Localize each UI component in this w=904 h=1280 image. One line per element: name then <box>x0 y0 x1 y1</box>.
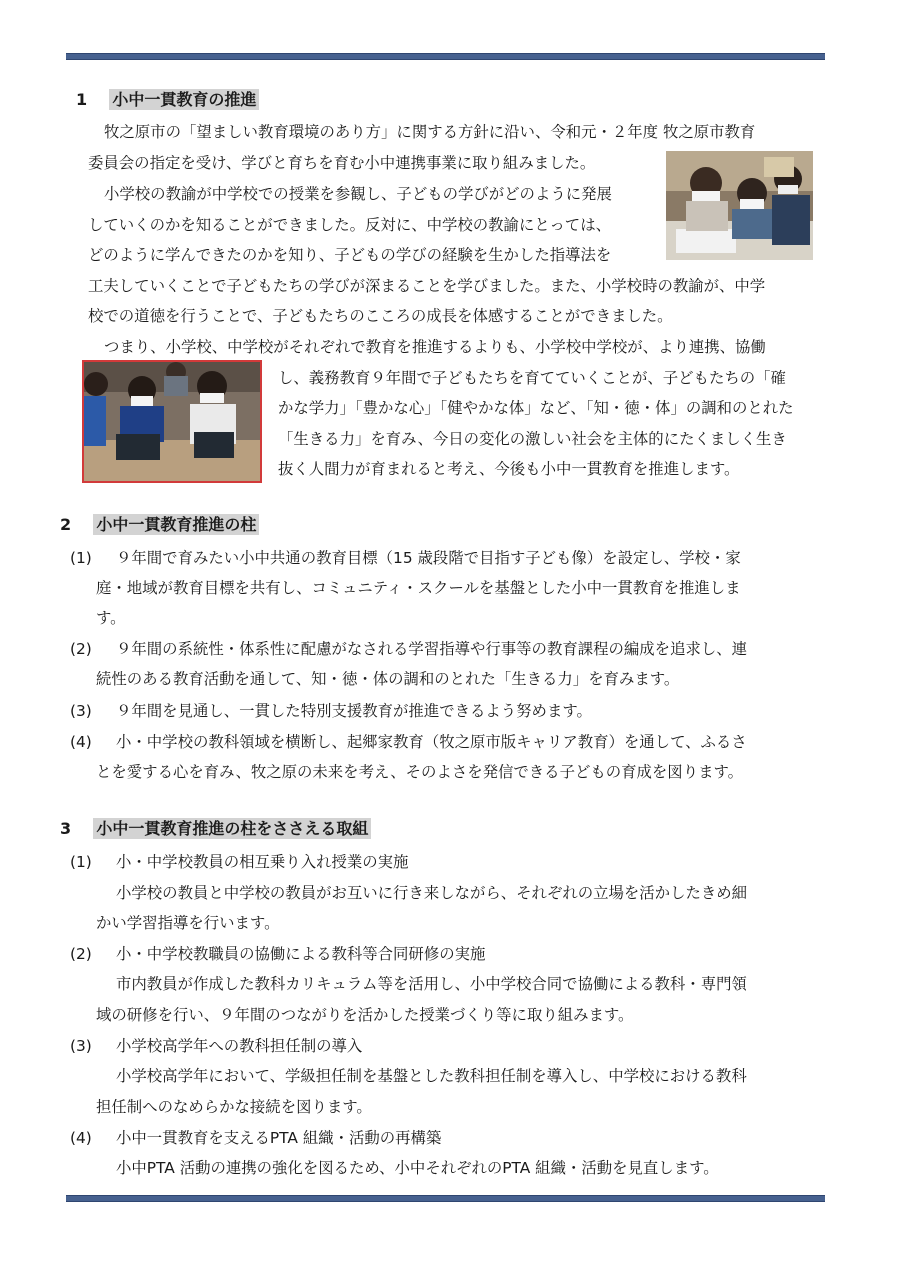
list-item-heading: 小学校高学年への教科担任制の導入 <box>116 1037 363 1055</box>
section-3-heading <box>60 819 371 839</box>
section-1-heading <box>76 90 259 110</box>
list-item-line: ９年間で育みたい小中共通の教育目標（15 歳段階で目指す子ども像）を設定し、学校・家 <box>116 549 741 567</box>
list-item-line: 小学校高学年において、学級担任制を基盤とした教科担任制を導入し、中学校における教科 <box>116 1067 747 1085</box>
section-title: 小中一貫教育推進の柱をささえる取組 <box>93 818 371 839</box>
list-marker: (3) <box>70 1037 92 1055</box>
list-item-line: 庭・地域が教育目標を共有し、コミュニティ・スクールを基盤とした小中一貫教育を推進しま <box>96 579 741 597</box>
paragraph-line: どのように学んできたのかを知り、子どもの学びの経験を生かした指導法を <box>88 246 612 264</box>
list-item-line: 小・中学校の教科領域を横断し、起郷家教育（牧之原市版キャリア教育）を通して、ふるさ <box>116 733 747 751</box>
list-marker: (2) <box>70 640 92 658</box>
list-marker: (1) <box>70 853 92 871</box>
paragraph-line: していくのかを知ることができました。反対に、中学校の教諭にとっては、 <box>88 216 611 234</box>
paragraph-line: し、義務教育９年間で子どもたちを育てていくことが、子どもたちの「確 <box>278 369 786 387</box>
paragraph-line: 抜く人間力が育まれると考え、今後も小中一貫教育を推進します。 <box>278 460 740 478</box>
top-rule <box>66 53 825 60</box>
section-2-heading <box>60 515 259 535</box>
paragraph-line: かな学力」「豊かな心」「健やかな体」など、「知・徳・体」の調和のとれた <box>278 399 794 417</box>
list-item-line: 小学校の教員と中学校の教員がお互いに行き来しながら、それぞれの立場を活かしたきめ細 <box>116 884 748 902</box>
list-item-line: 続性のある教育活動を通して、知・徳・体の調和のとれた「生きる力」を育みます。 <box>96 670 680 688</box>
paragraph-line: つまり、小学校、中学校がそれぞれで教育を推進するよりも、小学校中学校が、より連携、協働 <box>104 338 766 356</box>
list-item-heading: 小・中学校教員の相互乗り入れ授業の実施 <box>116 853 409 871</box>
list-marker: (4) <box>70 733 92 751</box>
list-marker: (1) <box>70 549 92 567</box>
paragraph-line: 「生きる力」を育み、今日の変化の激しい社会を主体的にたくましく生き <box>278 430 787 448</box>
list-item-line: ９年間の系統性・体系性に配慮がなされる学習指導や行事等の教育課程の編成を追求し、連 <box>116 640 748 658</box>
classroom-photo-2 <box>82 360 262 483</box>
section-title: 小中一貫教育の推進 <box>109 89 259 110</box>
list-item-line: とを愛する心を育み、牧之原の未来を考え、そのよさを発信できる子どもの育成を図ります。 <box>96 763 744 781</box>
list-marker: (4) <box>70 1129 92 1147</box>
list-item-line: 市内教員が作成した教科カリキュラム等を活用し、小中学校合同で協働による教科・専門領 <box>116 975 747 993</box>
list-item-line: す。 <box>96 609 126 627</box>
list-item-line: かい学習指導を行います。 <box>96 914 280 932</box>
list-item-line: 担任制へのなめらかな接続を図ります。 <box>96 1098 372 1116</box>
list-item-line: 小中PTA 活動の連携の強化を図るため、小中それぞれのPTA 組織・活動を見直します。 <box>116 1159 719 1177</box>
list-marker: (2) <box>70 945 92 963</box>
list-marker: (3) <box>70 702 92 720</box>
list-item-line: ９年間を見通し、一貫した特別支援教育が推進できるよう努めます。 <box>116 702 592 720</box>
paragraph-line: 小学校の教諭が中学校での授業を参観し、子どもの学びがどのように発展 <box>104 185 612 203</box>
paragraph-line: 工夫していくことで子どもたちの学びが深まることを学びました。また、小学校時の教諭が、中学 <box>88 277 766 295</box>
list-item-heading: 小・中学校教職員の協働による教科等合同研修の実施 <box>116 945 486 963</box>
classroom-photo-1 <box>666 151 813 260</box>
section-title: 小中一貫教育推進の柱 <box>93 514 259 535</box>
paragraph-line: 牧之原市の「望ましい教育環境のあり方」に関する方針に沿い、令和元・２年度 牧之原市教育 <box>104 123 756 141</box>
section-number: 1 <box>76 90 88 109</box>
list-item-line: 域の研修を行い、９年間のつながりを活かした授業づくり等に取り組みます。 <box>96 1006 634 1024</box>
paragraph-line: 委員会の指定を受け、学びと育ちを育む小中連携事業に取り組みました。 <box>88 154 596 172</box>
section-number: 3 <box>60 819 72 838</box>
paragraph-line: 校での道徳を行うことで、子どもたちのこころの成長を体感することができました。 <box>88 307 673 325</box>
list-item-heading: 小中一貫教育を支えるPTA 組織・活動の再構築 <box>116 1129 442 1147</box>
section-number: 2 <box>60 515 72 534</box>
bottom-rule <box>66 1195 825 1202</box>
